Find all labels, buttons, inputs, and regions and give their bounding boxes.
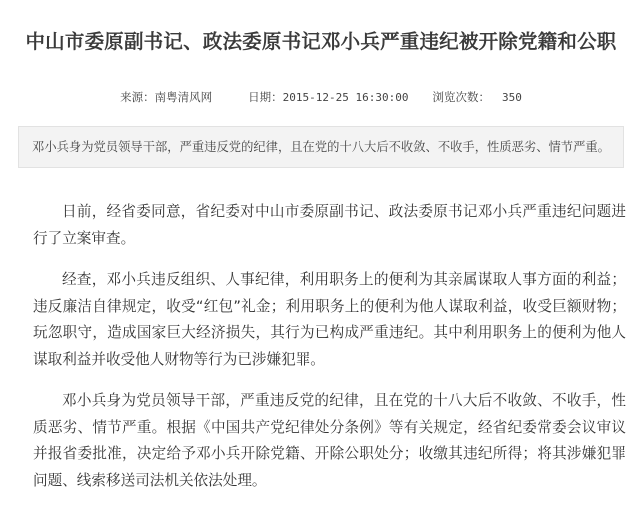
article-summary: 邓小兵身为党员领导干部，严重违反党的纪律，且在党的十八大后不收敛、不收手，性质恶劣、情节严重。 (18, 126, 624, 168)
source-label: 来源： (120, 90, 155, 104)
article-meta (0, 88, 642, 107)
source-value: 南粤清风网 (154, 90, 213, 104)
article-paragraph: 邓小兵身为党员领导干部，严重违反党的纪律，且在党的十八大后不收敛、不收手，性质恶劣、情节严重。根据《中国共产党纪律处分条例》等有关规定，经省纪委常委会议审议并报省委批准，决定给予邓小兵开除党籍、开除公职处分；收缴其违纪所得；将其涉嫌犯罪问题、线索移送司法机关依法处理。 (33, 392, 626, 489)
article-title: 中山市委原副书记、政法委原书记邓小兵严重违纪被开除党籍和公职 (25, 30, 617, 53)
date-label: 日期： (248, 90, 283, 104)
article-body (33, 199, 626, 509)
date-value: 2015-12-25 16:30:00 (282, 91, 409, 104)
article-paragraph: 日前，经省委同意，省纪委对中山市委原副书记、政法委原书记邓小兵严重违纪问题进行了立案审查。 (33, 203, 626, 247)
views-label: 浏览次数： (432, 90, 490, 104)
views-info (432, 88, 521, 107)
article-paragraph: 经查，邓小兵违反组织、人事纪律，利用职务上的便利为其亲属谋取人事方面的利益；违反廉洁自律规定，收受“红包”礼金；利用职务上的便利为他人谋取利益，收受巨额财物；玩忽职守，造成国家巨大经济损失，其行为已构成严重违纪。其中利用职务上的便利为他人谋取利益并收受他人财物等行为已涉嫌犯罪。 (33, 271, 626, 368)
views-value: 350 (501, 91, 522, 104)
source-info (120, 88, 212, 106)
date-info (248, 88, 408, 107)
